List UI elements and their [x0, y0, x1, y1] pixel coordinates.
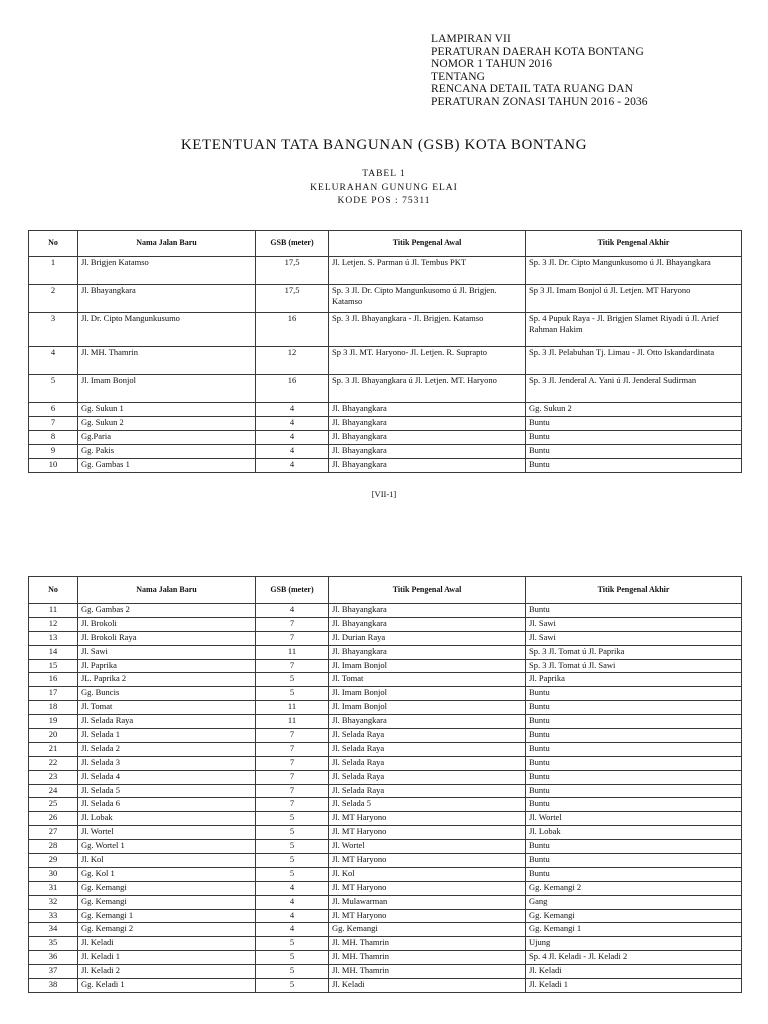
table-row	[29, 965, 742, 979]
cell-end-point: Jl. Wortel	[526, 812, 742, 826]
cell-no: 16	[29, 673, 78, 687]
cell-street-name: Jl. Bhayangkara	[78, 285, 256, 313]
header-line: LAMPIRAN VII	[431, 33, 511, 45]
cell-no: 17	[29, 687, 78, 701]
cell-end-point: Sp. 3 Jl. Jenderal A. Yani ú Jl. Jenderal Sudirman	[526, 375, 742, 403]
cell-street-name: Jl. Selada 4	[78, 770, 256, 784]
cell-start-point: Jl. Keladi	[329, 979, 526, 993]
cell-no: 34	[29, 923, 78, 937]
cell-no: 8	[29, 431, 78, 445]
table-row	[29, 798, 742, 812]
cell-street-name: Gg. Wortel 1	[78, 840, 256, 854]
cell-no: 3	[29, 313, 78, 347]
table-row	[29, 909, 742, 923]
cell-start-point: Jl. Selada Raya	[329, 784, 526, 798]
cell-no: 18	[29, 701, 78, 715]
cell-gsb: 4	[256, 909, 329, 923]
cell-no: 4	[29, 347, 78, 375]
cell-street-name: Gg. Sukun 1	[78, 403, 256, 417]
cell-gsb: 4	[256, 895, 329, 909]
cell-gsb: 4	[256, 417, 329, 431]
cell-gsb: 7	[256, 742, 329, 756]
cell-gsb: 5	[256, 867, 329, 881]
cell-start-point: Jl. Selada Raya	[329, 729, 526, 743]
cell-street-name: Jl. Paprika	[78, 659, 256, 673]
cell-no: 6	[29, 403, 78, 417]
cell-no: 35	[29, 937, 78, 951]
cell-street-name: Jl. Keladi 2	[78, 965, 256, 979]
cell-start-point: Sp. 3 Jl. Dr. Cipto Mangunkusomo ú Jl. Brigjen. Katamso	[329, 285, 526, 313]
cell-start-point: Jl. Imam Bonjol	[329, 687, 526, 701]
cell-no: 38	[29, 979, 78, 993]
cell-no: 33	[29, 909, 78, 923]
cell-street-name: Gg. Kemangi	[78, 895, 256, 909]
table-row	[29, 756, 742, 770]
cell-end-point: Gg. Kemangi 1	[526, 923, 742, 937]
cell-no: 15	[29, 659, 78, 673]
cell-street-name: Jl. Wortel	[78, 826, 256, 840]
cell-start-point: Jl. MT Haryono	[329, 826, 526, 840]
table-row	[29, 729, 742, 743]
cell-end-point: Sp. 4 Pupuk Raya - Jl. Brigjen Slamet Riyadi ú Jl. Arief Rahman Hakim	[526, 313, 742, 347]
cell-no: 22	[29, 756, 78, 770]
cell-start-point: Jl. Tomat	[329, 673, 526, 687]
postal-code: KODE POS : 75311	[337, 196, 431, 207]
cell-street-name: Gg. Pakis	[78, 445, 256, 459]
cell-start-point: Jl. Wortel	[329, 840, 526, 854]
cell-no: 28	[29, 840, 78, 854]
col-header-street-name: Nama Jalan Baru	[78, 231, 256, 257]
table-row	[29, 770, 742, 784]
cell-gsb: 5	[256, 687, 329, 701]
cell-street-name: Gg. Keladi 1	[78, 979, 256, 993]
col-header-street-name: Nama Jalan Baru	[78, 577, 256, 604]
cell-no: 9	[29, 445, 78, 459]
cell-gsb: 5	[256, 854, 329, 868]
cell-street-name: Jl. Selada 5	[78, 784, 256, 798]
cell-no: 19	[29, 715, 78, 729]
col-header-gsb: GSB (meter)	[256, 231, 329, 257]
cell-end-point: Buntu	[526, 715, 742, 729]
cell-street-name: Jl. Dr. Cipto Mangunkusumo	[78, 313, 256, 347]
cell-street-name: Jl. Selada 6	[78, 798, 256, 812]
cell-start-point: Jl. MH. Thamrin	[329, 951, 526, 965]
header-line: PERATURAN ZONASI TAHUN 2016 - 2036	[431, 95, 648, 108]
cell-start-point: Jl. Durian Raya	[329, 631, 526, 645]
cell-gsb: 7	[256, 659, 329, 673]
cell-street-name: Gg. Sukun 2	[78, 417, 256, 431]
cell-start-point: Sp 3 Jl. MT. Haryono- Jl. Letjen. R. Suprapto	[329, 347, 526, 375]
cell-no: 21	[29, 742, 78, 756]
cell-street-name: Jl. Brigjen Katamso	[78, 257, 256, 285]
kelurahan-name: KELURAHAN GUNUNG ELAI	[310, 182, 458, 193]
cell-start-point: Jl. Bhayangkara	[329, 403, 526, 417]
cell-end-point: Jl. Keladi	[526, 965, 742, 979]
cell-start-point: Sp. 3 Jl. Bhayangkara - Jl. Brigjen. Katamso	[329, 313, 526, 347]
col-header-no: No	[29, 577, 78, 604]
cell-start-point: Jl. Kol	[329, 867, 526, 881]
cell-end-point: Buntu	[526, 417, 742, 431]
table-row	[29, 937, 742, 951]
cell-end-point: Buntu	[526, 701, 742, 715]
col-header-start-point: Titik Pengenal Awal	[329, 577, 526, 604]
cell-end-point: Sp. 4 Jl. Keladi - Jl. Keladi 2	[526, 951, 742, 965]
cell-gsb: 7	[256, 784, 329, 798]
table-row	[29, 951, 742, 965]
cell-street-name: Jl. Lobak	[78, 812, 256, 826]
table-row	[29, 659, 742, 673]
cell-no: 32	[29, 895, 78, 909]
cell-street-name: Jl. Sawi	[78, 645, 256, 659]
table-row	[29, 375, 742, 403]
cell-gsb: 7	[256, 631, 329, 645]
cell-gsb: 4	[256, 923, 329, 937]
cell-street-name: Jl. Tomat	[78, 701, 256, 715]
table-row	[29, 854, 742, 868]
cell-no: 29	[29, 854, 78, 868]
cell-no: 5	[29, 375, 78, 403]
cell-end-point: Buntu	[526, 604, 742, 618]
header-line: NOMOR 1 TAHUN 2016	[431, 58, 553, 71]
cell-end-point: Buntu	[526, 854, 742, 868]
header-line: RENCANA DETAIL TATA RUANG DAN	[431, 83, 634, 96]
cell-end-point: Ujung	[526, 937, 742, 951]
cell-end-point: Buntu	[526, 742, 742, 756]
cell-gsb: 11	[256, 645, 329, 659]
cell-no: 7	[29, 417, 78, 431]
cell-end-point: Sp. 3 Jl. Tomat ú Jl. Sawi	[526, 659, 742, 673]
cell-no: 13	[29, 631, 78, 645]
cell-street-name: Jl. Selada 3	[78, 756, 256, 770]
table-row	[29, 687, 742, 701]
table-header-row	[29, 577, 742, 604]
table-row	[29, 840, 742, 854]
cell-end-point: Buntu	[526, 431, 742, 445]
cell-start-point: Jl. Imam Bonjol	[329, 701, 526, 715]
table-row	[29, 417, 742, 431]
cell-end-point: Buntu	[526, 798, 742, 812]
cell-end-point: Jl. Keladi 1	[526, 979, 742, 993]
document-title: KETENTUAN TATA BANGUNAN (GSB) KOTA BONTANG	[180, 137, 588, 153]
cell-gsb: 5	[256, 965, 329, 979]
cell-end-point: Buntu	[526, 784, 742, 798]
gsb-table-2	[28, 576, 742, 993]
table-row	[29, 673, 742, 687]
cell-street-name: Gg. Buncis	[78, 687, 256, 701]
page-number: [VII-1]	[371, 489, 397, 499]
cell-gsb: 11	[256, 701, 329, 715]
cell-end-point: Buntu	[526, 459, 742, 473]
table-row	[29, 923, 742, 937]
cell-end-point: Buntu	[526, 687, 742, 701]
cell-street-name: Jl. Selada Raya	[78, 715, 256, 729]
cell-gsb: 7	[256, 798, 329, 812]
cell-end-point: Buntu	[526, 770, 742, 784]
table-caption	[0, 168, 768, 209]
cell-end-point: Gg. Kemangi	[526, 909, 742, 923]
cell-street-name: Gg. Kemangi 1	[78, 909, 256, 923]
cell-street-name: Jl. Brokoli Raya	[78, 631, 256, 645]
table-row	[29, 347, 742, 375]
cell-street-name: Gg. Gambas 2	[78, 604, 256, 618]
cell-street-name: Jl. Selada 2	[78, 742, 256, 756]
cell-end-point: Sp 3 Jl. Imam Bonjol ú Jl. Letjen. MT Haryono	[526, 285, 742, 313]
header-line: PERATURAN DAERAH KOTA BONTANG	[431, 45, 644, 58]
cell-start-point: Jl. Selada Raya	[329, 756, 526, 770]
cell-no: 12	[29, 617, 78, 631]
cell-start-point: Jl. Bhayangkara	[329, 617, 526, 631]
cell-gsb: 7	[256, 756, 329, 770]
cell-end-point: Jl. Lobak	[526, 826, 742, 840]
cell-no: 20	[29, 729, 78, 743]
table-row	[29, 895, 742, 909]
cell-street-name: Jl. MH. Thamrin	[78, 347, 256, 375]
table-row	[29, 979, 742, 993]
cell-street-name: Gg. Kemangi	[78, 881, 256, 895]
cell-gsb: 5	[256, 812, 329, 826]
cell-no: 2	[29, 285, 78, 313]
table-row	[29, 617, 742, 631]
table-row	[29, 715, 742, 729]
header-line: TENTANG	[431, 70, 486, 83]
table-row	[29, 742, 742, 756]
cell-start-point: Jl. Bhayangkara	[329, 645, 526, 659]
cell-street-name: Gg. Kemangi 2	[78, 923, 256, 937]
cell-gsb: 5	[256, 840, 329, 854]
cell-end-point: Buntu	[526, 840, 742, 854]
cell-end-point: Jl. Sawi	[526, 617, 742, 631]
cell-gsb: 11	[256, 715, 329, 729]
cell-start-point: Jl. Selada Raya	[329, 770, 526, 784]
cell-end-point: Jl. Paprika	[526, 673, 742, 687]
cell-start-point: Jl. Bhayangkara	[329, 604, 526, 618]
cell-gsb: 16	[256, 375, 329, 403]
table-row	[29, 631, 742, 645]
cell-no: 11	[29, 604, 78, 618]
cell-street-name: Jl. Keladi 1	[78, 951, 256, 965]
cell-gsb: 17,5	[256, 257, 329, 285]
table-number: TABEL 1	[362, 169, 406, 179]
cell-end-point: Buntu	[526, 729, 742, 743]
table-row	[29, 701, 742, 715]
appendix-header	[431, 33, 648, 109]
cell-street-name: Jl. Imam Bonjol	[78, 375, 256, 403]
table-row	[29, 826, 742, 840]
cell-gsb: 5	[256, 826, 329, 840]
cell-start-point: Jl. Bhayangkara	[329, 715, 526, 729]
cell-start-point: Jl. Bhayangkara	[329, 431, 526, 445]
table-row	[29, 645, 742, 659]
cell-end-point: Buntu	[526, 756, 742, 770]
cell-gsb: 5	[256, 673, 329, 687]
table-row	[29, 881, 742, 895]
cell-no: 23	[29, 770, 78, 784]
cell-end-point: Sp. 3 Jl. Tomat ú Jl. Paprika	[526, 645, 742, 659]
cell-start-point: Jl. Bhayangkara	[329, 417, 526, 431]
cell-end-point: Buntu	[526, 445, 742, 459]
table-header-row	[29, 231, 742, 257]
cell-gsb: 7	[256, 617, 329, 631]
cell-gsb: 7	[256, 729, 329, 743]
cell-street-name: Gg. Kol 1	[78, 867, 256, 881]
cell-gsb: 5	[256, 951, 329, 965]
cell-street-name: Gg. Gambas 1	[78, 459, 256, 473]
cell-gsb: 4	[256, 459, 329, 473]
cell-start-point: Jl. Imam Bonjol	[329, 659, 526, 673]
cell-gsb: 4	[256, 431, 329, 445]
cell-start-point: Jl. Bhayangkara	[329, 445, 526, 459]
cell-end-point: Jl. Sawi	[526, 631, 742, 645]
table-row	[29, 604, 742, 618]
gsb-table-1	[28, 230, 742, 473]
cell-start-point: Jl. Selada 5	[329, 798, 526, 812]
cell-no: 10	[29, 459, 78, 473]
cell-gsb: 16	[256, 313, 329, 347]
table-row	[29, 459, 742, 473]
cell-gsb: 12	[256, 347, 329, 375]
cell-gsb: 5	[256, 937, 329, 951]
cell-start-point: Jl. Mulawarman	[329, 895, 526, 909]
cell-street-name: Gg.Paria	[78, 431, 256, 445]
cell-no: 14	[29, 645, 78, 659]
cell-no: 24	[29, 784, 78, 798]
cell-gsb: 5	[256, 979, 329, 993]
table-row	[29, 431, 742, 445]
cell-no: 26	[29, 812, 78, 826]
table-row	[29, 445, 742, 459]
cell-start-point: Jl. Bhayangkara	[329, 459, 526, 473]
col-header-no: No	[29, 231, 78, 257]
cell-no: 25	[29, 798, 78, 812]
cell-no: 37	[29, 965, 78, 979]
cell-gsb: 4	[256, 403, 329, 417]
cell-gsb: 4	[256, 445, 329, 459]
cell-street-name: Jl. Kol	[78, 854, 256, 868]
cell-street-name: Jl. Keladi	[78, 937, 256, 951]
cell-end-point: Sp. 3 Jl. Dr. Cipto Mangunkusomo ú Jl. Bhayangkara	[526, 257, 742, 285]
table-row	[29, 867, 742, 881]
cell-street-name: Jl. Brokoli	[78, 617, 256, 631]
table-row	[29, 403, 742, 417]
cell-start-point: Jl. MT Haryono	[329, 812, 526, 826]
col-header-gsb: GSB (meter)	[256, 577, 329, 604]
cell-end-point: Gg. Kemangi 2	[526, 881, 742, 895]
cell-no: 1	[29, 257, 78, 285]
cell-start-point: Jl. MT Haryono	[329, 881, 526, 895]
table-row	[29, 285, 742, 313]
cell-no: 36	[29, 951, 78, 965]
cell-start-point: Jl. MT Haryono	[329, 854, 526, 868]
cell-no: 30	[29, 867, 78, 881]
cell-street-name: JL. Paprika 2	[78, 673, 256, 687]
cell-start-point: Jl. MT Haryono	[329, 909, 526, 923]
table-row	[29, 313, 742, 347]
cell-end-point: Gang	[526, 895, 742, 909]
table-row	[29, 257, 742, 285]
cell-start-point: Jl. MH. Thamrin	[329, 965, 526, 979]
table-row	[29, 784, 742, 798]
cell-start-point: Sp. 3 Jl. Bhayangkara ú Jl. Letjen. MT. Haryono	[329, 375, 526, 403]
cell-end-point: Buntu	[526, 867, 742, 881]
cell-no: 27	[29, 826, 78, 840]
table-row	[29, 812, 742, 826]
cell-no: 31	[29, 881, 78, 895]
col-header-start-point: Titik Pengenal Awal	[329, 231, 526, 257]
cell-gsb: 4	[256, 604, 329, 618]
cell-street-name: Jl. Selada 1	[78, 729, 256, 743]
cell-end-point: Gg. Sukun 2	[526, 403, 742, 417]
cell-start-point: Jl. Selada Raya	[329, 742, 526, 756]
cell-gsb: 4	[256, 881, 329, 895]
cell-start-point: Gg. Kemangi	[329, 923, 526, 937]
cell-start-point: Jl. Letjen. S. Parman ú Jl. Tembus PKT	[329, 257, 526, 285]
cell-gsb: 17,5	[256, 285, 329, 313]
col-header-end-point: Titik Pengenal Akhir	[526, 231, 742, 257]
cell-gsb: 7	[256, 770, 329, 784]
cell-end-point: Sp. 3 Jl. Pelabuhan Tj. Limau - Jl. Otto Iskandardinata	[526, 347, 742, 375]
cell-start-point: Jl. MH. Thamrin	[329, 937, 526, 951]
col-header-end-point: Titik Pengenal Akhir	[526, 577, 742, 604]
